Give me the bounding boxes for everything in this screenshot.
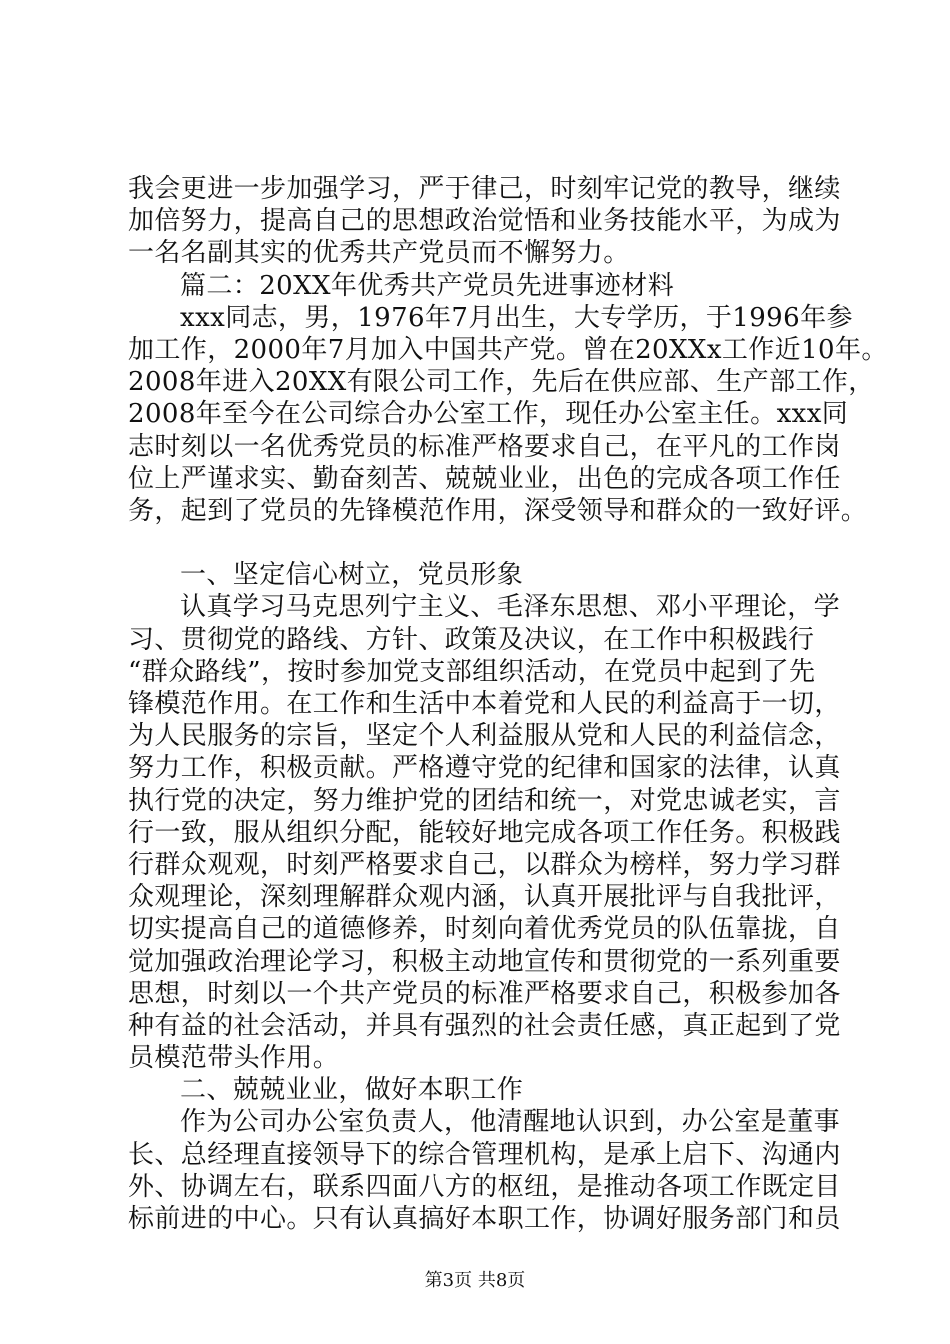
- text-line: 努力工作，积极贡献。严格遵守党的纪律和国家的法律，认真: [128, 753, 841, 784]
- text-line: 认真学习马克思列宁主义、毛泽东思想、邓小平理论，学: [180, 592, 841, 623]
- text-line: 加倍努力，提高自己的思想政治觉悟和业务技能水平，为成为: [128, 206, 841, 237]
- text-line: 务，起到了党员的先锋模范作用，深受领导和群众的一致好评。: [128, 495, 868, 526]
- paragraph-intro: [128, 302, 888, 527]
- text-line: 种有益的社会活动，并具有强烈的社会责任感，真正起到了党: [128, 1010, 841, 1041]
- text-line: 觉加强政治理论学习，积极主动地宣传和贯彻党的一系列重要: [128, 946, 841, 977]
- text-line: 思想，时刻以一个共产党员的标准严格要求自己，积极参加各: [128, 978, 841, 1009]
- text-line: “群众路线”，按时参加党支部组织活动，在党员中起到了先: [128, 656, 816, 687]
- paragraph-section-2: [128, 1106, 841, 1235]
- text-line: 切实提高自己的道德修养，时刻向着优秀党员的队伍靠拢，自: [128, 914, 841, 945]
- text-line: 外、协调左右，联系四面八方的枢纽，是推动各项工作既定目: [128, 1171, 841, 1202]
- text-line: 员模范带头作用。: [128, 1043, 340, 1074]
- document-body: [128, 173, 888, 1235]
- text-line: 标前进的中心。只有认真搞好本职工作，协调好服务部门和员: [128, 1204, 841, 1234]
- text-line: 位上严谨求实、勤奋刻苦、兢兢业业，出色的完成各项工作任: [128, 463, 841, 494]
- text-line: 长、总经理直接领导下的综合管理机构，是承上启下、沟通内: [128, 1139, 841, 1170]
- text-line: 志时刻以一名优秀党员的标准严格要求自己，在平凡的工作岗: [128, 431, 841, 462]
- text-line: 作为公司办公室负责人，他清醒地认识到，办公室是董事: [180, 1107, 841, 1138]
- text-line: 加工作，2000年7月加入中国共产党。曾在20XXx工作近10年。: [128, 334, 888, 365]
- section-title-2: 二、兢兢业业，做好本职工作: [180, 1075, 524, 1106]
- text-line: 一名名副其实的优秀共产党员而不懈努力。: [128, 238, 630, 269]
- paragraph-section-1: [128, 591, 841, 1074]
- page-footer: [0, 1266, 950, 1292]
- blank-line: [128, 527, 838, 559]
- page-number-label: 第3页 共8页: [424, 1270, 526, 1291]
- text-line: 2008年至今在公司综合办公室工作，现任办公室主任。xxx同: [128, 399, 849, 430]
- text-line: 我会更进一步加强学习，严于律己，时刻牢记党的教导，继续: [128, 174, 841, 204]
- section-title-1: 一、坚定信心树立，党员形象: [180, 560, 524, 591]
- article-heading: 篇二：20XX年优秀共产党员先进事迹材料: [180, 270, 675, 301]
- text-line: 2008年进入20XX有限公司工作，先后在供应部、生产部工作，: [128, 367, 875, 398]
- text-line: 为人民服务的宗旨，坚定个人利益服从党和人民的利益信念，: [128, 721, 841, 752]
- text-line: 锋模范作用。在工作和生活中本着党和人民的利益高于一切，: [128, 689, 841, 719]
- paragraph-closing: [128, 173, 841, 270]
- text-line: 习、贯彻党的路线、方针、政策及决议，在工作中积极践行: [128, 624, 815, 655]
- text-line: xxx同志，男，1976年7月出生，大专学历，于1996年参: [180, 302, 853, 333]
- text-line: 众观理论，深刻理解群众观内涵，认真开展批评与自我批评，: [128, 882, 841, 913]
- text-line: 行群众观观，时刻严格要求自己，以群众为榜样，努力学习群: [128, 849, 841, 880]
- text-line: 行一致，服从组织分配，能较好地完成各项工作任务。积极践: [128, 817, 841, 848]
- text-line: 执行党的决定，努力维护党的团结和统一，对党忠诚老实，言: [128, 785, 841, 816]
